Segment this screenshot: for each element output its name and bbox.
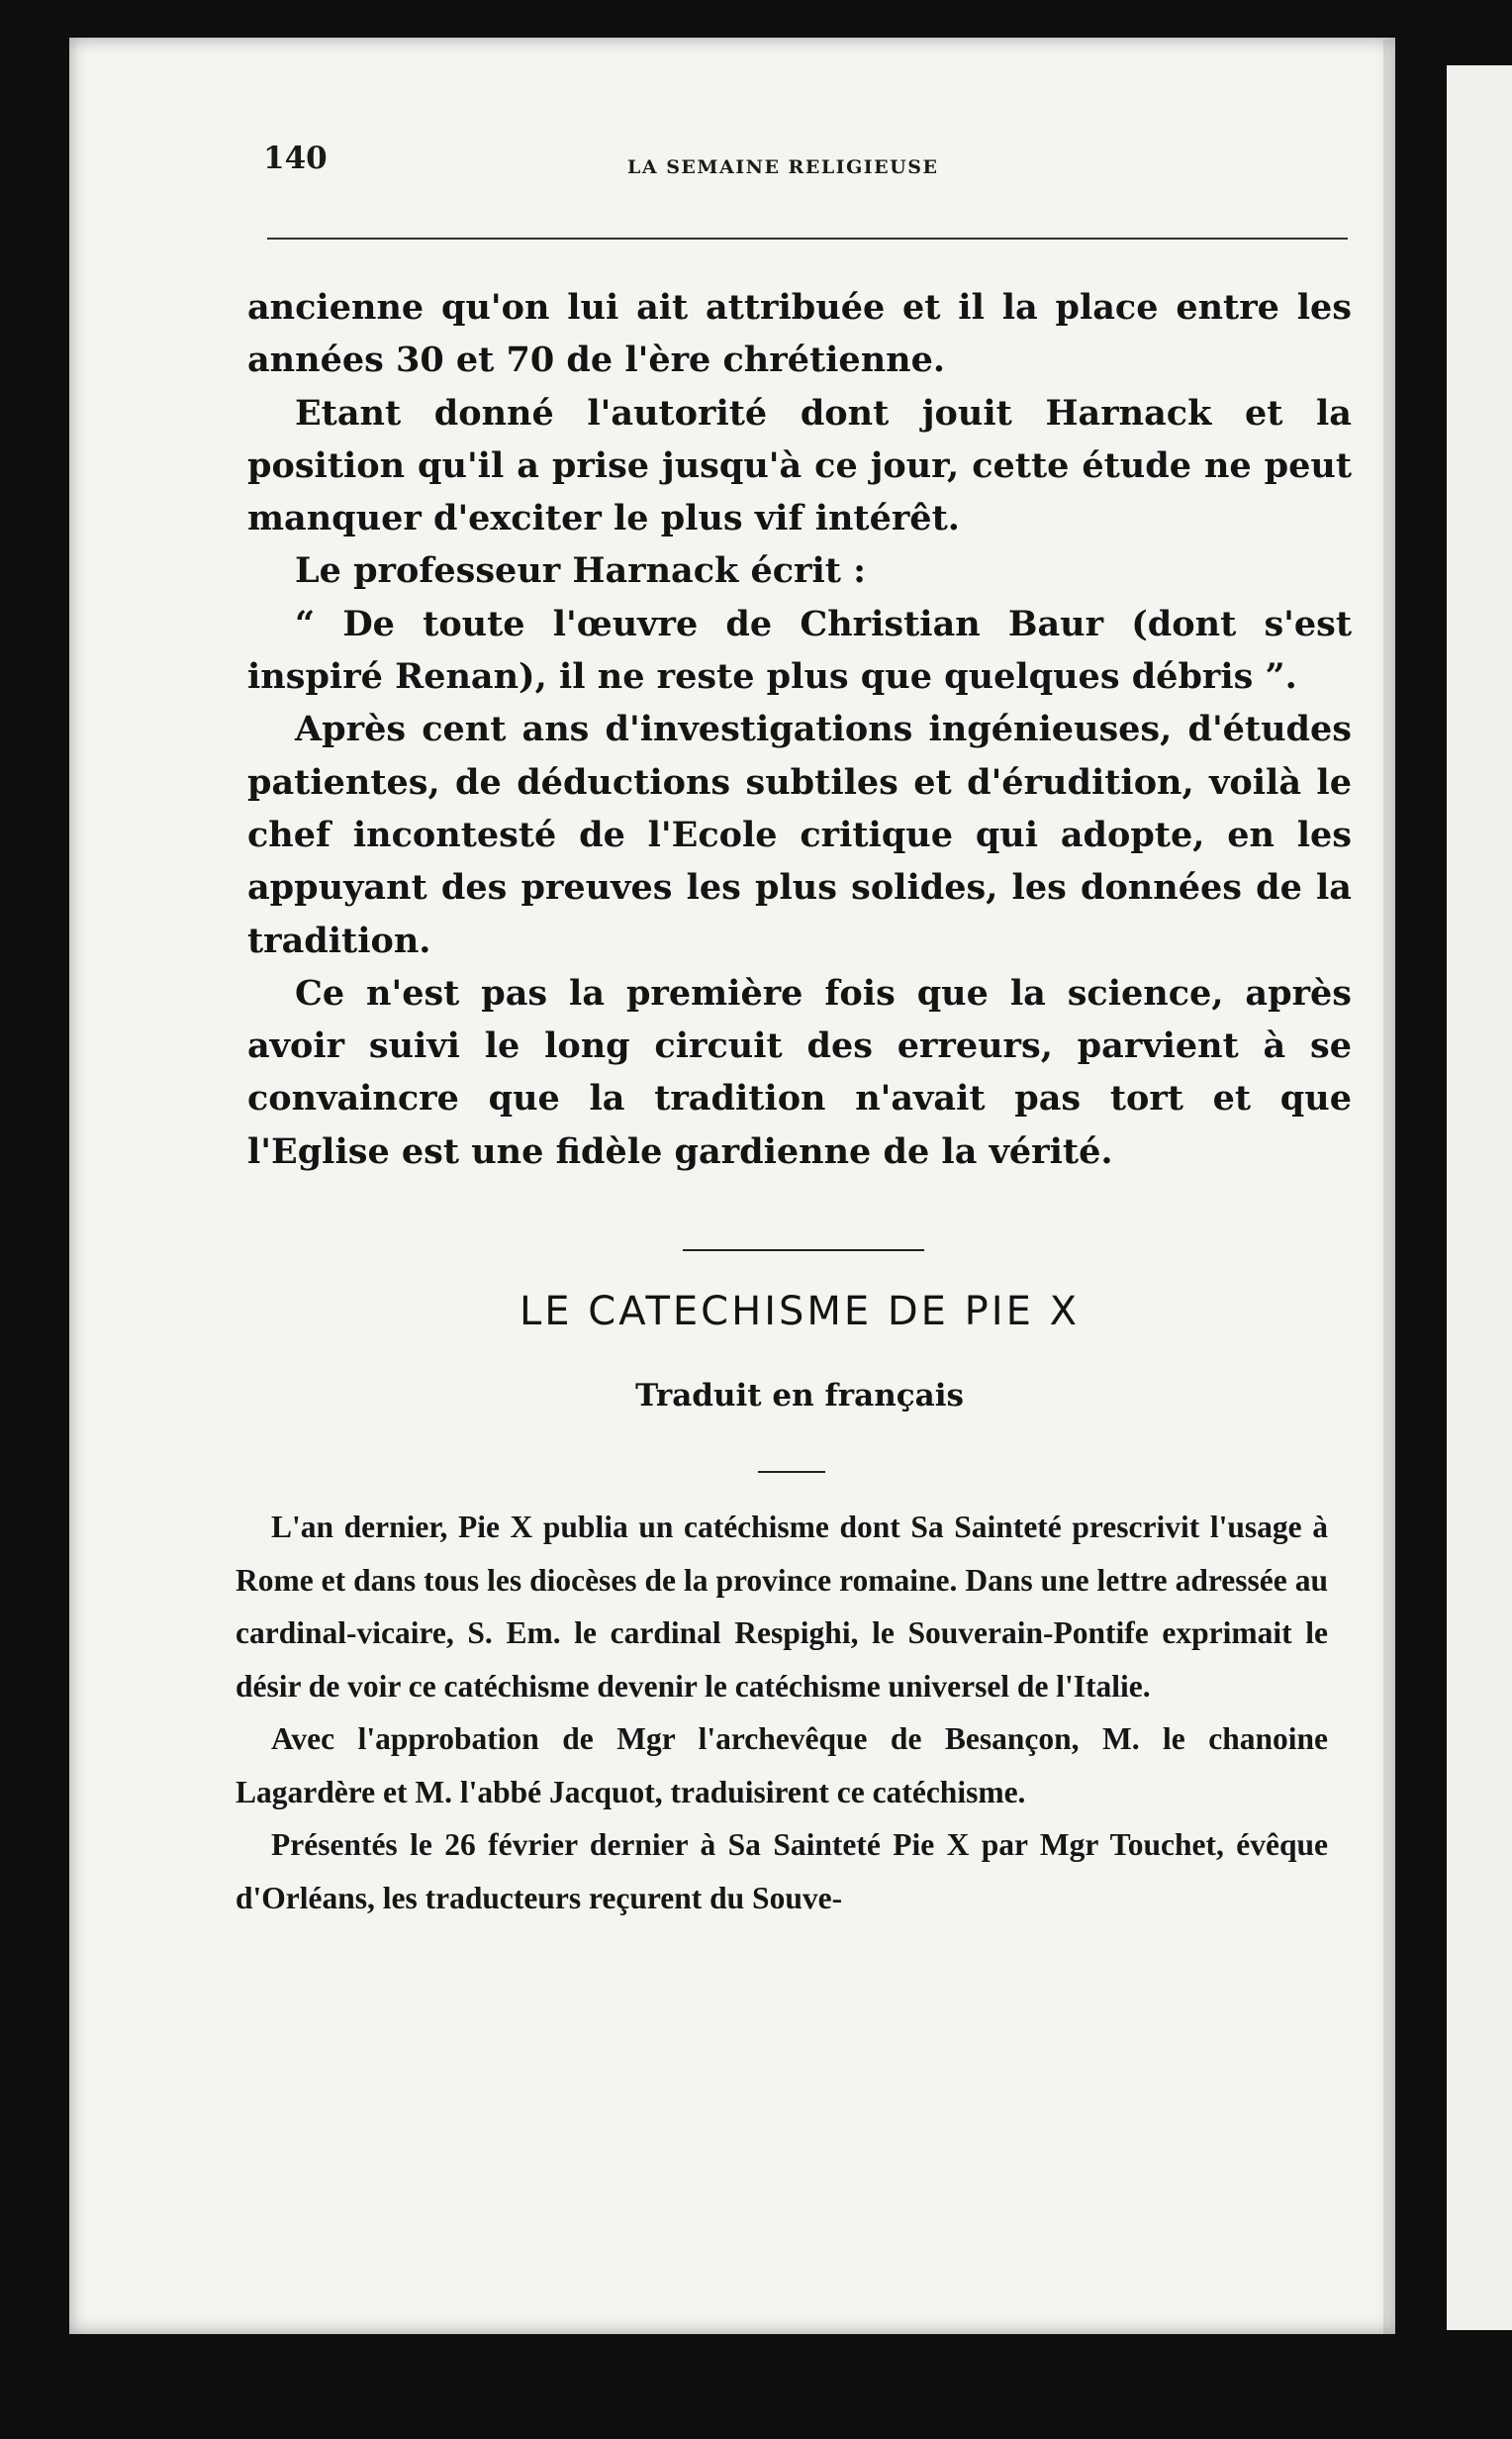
page-gutter-shadow bbox=[1383, 40, 1397, 2334]
page-header bbox=[263, 141, 1350, 200]
paragraph: Etant donné l'autorité dont jouit Harnack et la position qu'il a prise jusqu'à ce jour, cette étude ne peut manquer d'exciter le plus vif intérêt. bbox=[247, 392, 1352, 539]
article-body-2 bbox=[236, 1501, 1328, 1924]
paragraph: L'an dernier, Pie X publia un catéchisme dont Sa Sainteté prescrivit l'usage à Rome et dans tous les diocèses de la province romaine. Dans une lettre adressée au cardinal-vicaire, S. Em. le cardinal Respighi, le Souverain-Pontife exprimait le désir de voir ce catéchisme devenir le catéchisme universel de l'Italie. bbox=[236, 1510, 1328, 1704]
paragraph: Présentés le 26 février dernier à Sa Sainteté Pie X par Mgr Touchet, évêque d'Orléans, les traducteurs reçurent du Souve- bbox=[236, 1827, 1328, 1915]
section-subtitle: Traduit en français bbox=[635, 1378, 964, 1414]
section-separator-rule bbox=[683, 1249, 924, 1251]
paragraph: ancienne qu'on lui ait attribuée et il la place entre les années 30 et 70 de l'ère chrétienne. bbox=[247, 287, 1352, 381]
page-number: 140 bbox=[263, 141, 328, 176]
paragraph: Le professeur Harnack écrit : bbox=[295, 550, 867, 592]
adjacent-page-edge bbox=[1447, 65, 1512, 2330]
paragraph: Ce n'est pas la première fois que la science, après avoir suivi le long circuit des erreurs, parvient à se convaincre que la tradition n'avait pas tort et que l'Eglise est une fidèle gardienne de la vérité. bbox=[247, 972, 1352, 1172]
article-body-1 bbox=[247, 281, 1352, 1178]
paragraph: Avec l'approbation de Mgr l'archevêque de Besançon, M. le chanoine Lagardère et M. l'abbé Jacquot, traduisirent ce catéchisme. bbox=[236, 1721, 1328, 1809]
paragraph: Après cent ans d'investigations ingénieuses, d'études patientes, de déductions subtiles et d'érudition, voilà le chef incontesté de l'Ecole critique qui adopte, en les appuyant des preuves les plus solides, les données de la tradition. bbox=[247, 709, 1352, 961]
subtitle-rule bbox=[758, 1471, 825, 1473]
section-title: LE CATECHISME DE PIE X bbox=[520, 1289, 1080, 1334]
running-title: LA SEMAINE RELIGIEUSE bbox=[627, 156, 939, 178]
header-rule bbox=[267, 238, 1348, 240]
quote-paragraph: “ De toute l'œuvre de Christian Baur (dont s'est inspiré Renan), il ne reste plus que quelques débris ”. bbox=[247, 603, 1352, 698]
